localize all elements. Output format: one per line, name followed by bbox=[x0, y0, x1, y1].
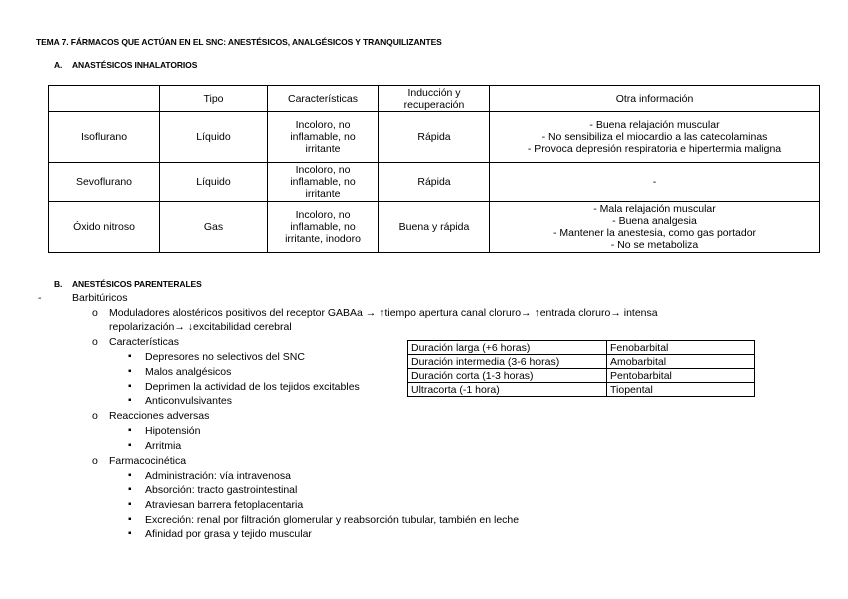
info-line: - Mantener la anestesia, como gas portador bbox=[552, 227, 757, 239]
info-line: - Buena relajación muscular bbox=[589, 119, 720, 131]
list-item: Administración: vía intravenosa bbox=[145, 470, 291, 482]
list-item: Atraviesan barrera fetoplacentaria bbox=[145, 499, 304, 511]
square-bullet: ▪ bbox=[128, 351, 132, 362]
drug-induction: Rápida bbox=[379, 163, 490, 202]
barbituricos-label: Barbitúricos bbox=[72, 292, 128, 304]
duration-cell: Duración corta (1-3 horas) bbox=[408, 369, 607, 383]
document-title: TEMA 7. FÁRMACOS QUE ACTÚAN EN EL SNC: ANESTÉSICOS, ANALGÉSICOS Y TRANQUILIZANTES bbox=[36, 37, 442, 47]
info-line: - No se metaboliza bbox=[610, 239, 699, 251]
square-bullet: ▪ bbox=[128, 366, 132, 377]
section-b-letter: B. bbox=[54, 279, 63, 289]
drug-other-info bbox=[490, 163, 820, 202]
drug-name: Óxido nitroso bbox=[49, 202, 160, 253]
list-item: Afinidad por grasa y tejido muscular bbox=[145, 528, 312, 540]
square-bullet: ▪ bbox=[128, 381, 132, 392]
table-row bbox=[408, 369, 755, 383]
list-item: Deprimen la actividad de los tejidos excitables bbox=[145, 381, 360, 393]
inhalational-anesthetics-table bbox=[48, 85, 820, 253]
header-cell bbox=[49, 86, 160, 112]
section-a-title: ANASTÉSICOS INHALATORIOS bbox=[72, 60, 198, 70]
info-line: - Buena analgesia bbox=[612, 215, 697, 227]
drug-other-info bbox=[490, 112, 820, 163]
drug-induction: Rápida bbox=[379, 112, 490, 163]
drug-name: Sevoflurano bbox=[49, 163, 160, 202]
duration-cell: Duración intermedia (3-6 horas) bbox=[408, 355, 607, 369]
table-row bbox=[408, 341, 755, 355]
circle-bullet: o bbox=[92, 336, 98, 348]
square-bullet: ▪ bbox=[128, 395, 132, 406]
square-bullet: ▪ bbox=[128, 514, 132, 525]
drug-cell: Amobarbital bbox=[607, 355, 755, 369]
drug-cell: Tiopental bbox=[607, 383, 755, 397]
list-item: Anticonvulsivantes bbox=[145, 395, 232, 407]
drug-characteristics: Incoloro, no inflamable, no irritante, inodoro bbox=[268, 202, 379, 253]
table-row bbox=[408, 355, 755, 369]
list-item: Hipotensión bbox=[145, 425, 201, 437]
list-item: Malos analgésicos bbox=[145, 366, 232, 378]
dash-bullet: - bbox=[38, 292, 42, 304]
drug-induction: Buena y rápida bbox=[379, 202, 490, 253]
square-bullet: ▪ bbox=[128, 528, 132, 539]
section-b-heading bbox=[54, 279, 202, 289]
header-cell: Características bbox=[268, 86, 379, 112]
circle-bullet: o bbox=[92, 410, 98, 422]
table-row bbox=[49, 163, 820, 202]
farmacocinetica-label: Farmacocinética bbox=[109, 455, 187, 467]
section-a-heading bbox=[54, 60, 197, 70]
info-line: - Mala relajación muscular bbox=[593, 203, 716, 215]
drug-type: Líquido bbox=[160, 112, 268, 163]
caracteristicas-label: Características bbox=[109, 336, 180, 348]
duration-cell: Ultracorta (-1 hora) bbox=[408, 383, 607, 397]
header-cell: Inducción y recuperación bbox=[379, 86, 490, 112]
section-b-title: ANESTÉSICOS PARENTERALES bbox=[72, 279, 202, 289]
reacciones-label: Reacciones adversas bbox=[109, 410, 210, 422]
list-item: Depresores no selectivos del SNC bbox=[145, 351, 305, 363]
info-line: - Provoca depresión respiratoria e hipertermia maligna bbox=[527, 143, 782, 155]
circle-bullet: o bbox=[92, 307, 98, 319]
square-bullet: ▪ bbox=[128, 470, 132, 481]
moduladores-line-1: Moduladores alostéricos positivos del receptor GABAa → ↑tiempo apertura canal cloruro→ ↑entrada cloruro→ intensa bbox=[109, 307, 658, 319]
list-item: Excreción: renal por filtración glomerular y reabsorción tubular, también en leche bbox=[145, 514, 520, 526]
list-item: Absorción: tracto gastrointestinal bbox=[145, 484, 298, 496]
drug-cell: Fenobarbital bbox=[607, 341, 755, 355]
drug-characteristics: Incoloro, no inflamable, no irritante bbox=[268, 112, 379, 163]
drug-type: Gas bbox=[160, 202, 268, 253]
barbiturate-duration-table bbox=[407, 340, 755, 397]
moduladores-line-2: repolarización→ ↓excitabilidad cerebral bbox=[109, 321, 292, 333]
header-cell: Otra información bbox=[490, 86, 820, 112]
square-bullet: ▪ bbox=[128, 440, 132, 451]
circle-bullet: o bbox=[92, 455, 98, 467]
drug-type: Líquido bbox=[160, 163, 268, 202]
info-line: - No sensibiliza el miocardio a las catecolaminas bbox=[541, 131, 768, 143]
duration-cell: Duración larga (+6 horas) bbox=[408, 341, 607, 355]
drug-other-info bbox=[490, 202, 820, 253]
square-bullet: ▪ bbox=[128, 425, 132, 436]
header-cell: Tipo bbox=[160, 86, 268, 112]
square-bullet: ▪ bbox=[128, 499, 132, 510]
table-header-row bbox=[49, 86, 820, 112]
square-bullet: ▪ bbox=[128, 484, 132, 495]
table-row bbox=[408, 383, 755, 397]
info-line: - bbox=[652, 176, 657, 188]
list-item: Arritmia bbox=[145, 440, 182, 452]
drug-characteristics: Incoloro, no inflamable, no irritante bbox=[268, 163, 379, 202]
drug-cell: Pentobarbital bbox=[607, 369, 755, 383]
drug-name: Isoflurano bbox=[49, 112, 160, 163]
table-row bbox=[49, 202, 820, 253]
section-a-letter: A. bbox=[54, 60, 63, 70]
table-row bbox=[49, 112, 820, 163]
